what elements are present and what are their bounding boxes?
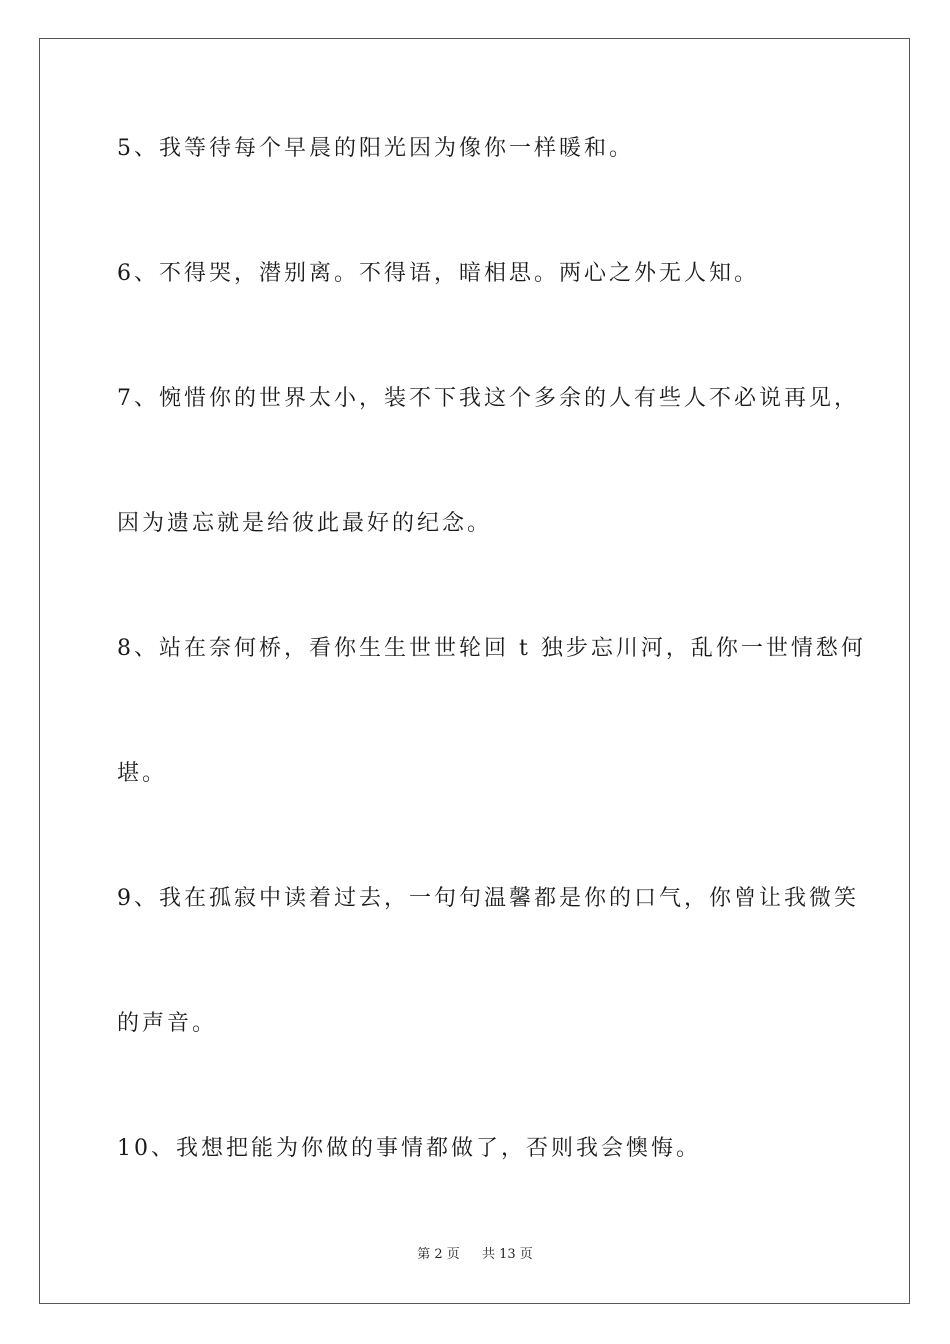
total-pages: 共 13 页 <box>481 1247 533 1262</box>
text-line-3: 7、惋惜你的世界太小，装不下我这个多余的人有些人不必说再见， <box>117 386 859 411</box>
page-footer <box>0 1246 950 1264</box>
text-line-2: 6、不得哭，潜别离。不得语，暗相思。两心之外无人知。 <box>117 261 759 286</box>
text-line-7: 9、我在孤寂中读着过去，一句句温馨都是你的口气，你曾让我微笑 <box>117 886 859 911</box>
current-page-number: 第 2 页 <box>417 1247 460 1262</box>
text-line-1: 5、我等待每个早晨的阳光因为像你一样暖和。 <box>117 136 634 161</box>
text-line-8: 的声音。 <box>117 1011 218 1036</box>
text-line-5: 8、站在奈何桥，看你生生世世轮回 t 独步忘川河，乱你一世情愁何 <box>117 636 866 661</box>
text-line-4: 因为遗忘就是给彼此最好的纪念。 <box>117 511 493 536</box>
text-line-9: 10、我想把能为你做的事情都做了，否则我会懊悔。 <box>117 1136 701 1161</box>
page-border <box>39 38 910 1304</box>
text-line-6: 堪。 <box>117 761 168 786</box>
